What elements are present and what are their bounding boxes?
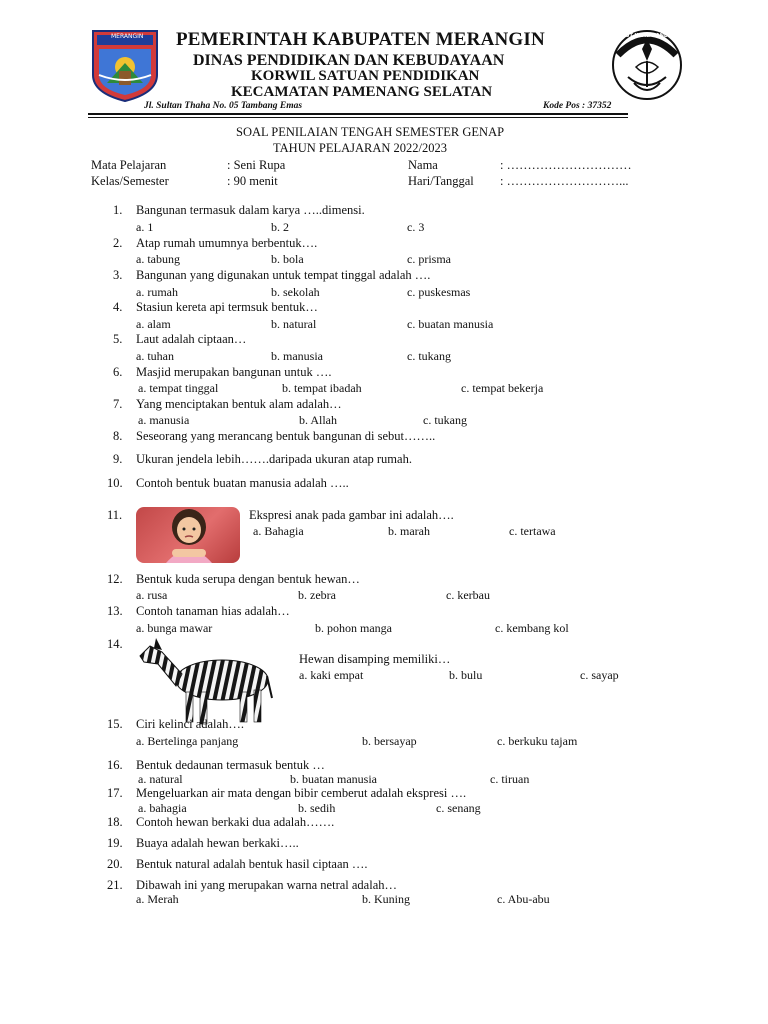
option-b: b. pohon manga (315, 621, 392, 635)
option-c: c. berkuku tajam (497, 734, 578, 748)
tut-wuri-handayani-text: TUT WURI HANDAYANI (622, 33, 685, 39)
option-a: a. tuhan (136, 349, 174, 363)
option-c: c. prisma (407, 252, 451, 266)
question-text: Ekspresi anak pada gambar ini adalah…. (249, 508, 454, 522)
question-number: 3. (113, 268, 123, 282)
option-c: c. senang (436, 801, 481, 815)
question-text: Stasiun kereta api termsuk bentuk… (136, 300, 318, 314)
option-b: b. 2 (271, 220, 289, 234)
question-text: Ciri kelinci adalah…. (136, 717, 244, 731)
option-b: b. marah (388, 524, 430, 538)
question-number: 6. (113, 365, 123, 379)
question-number: 7. (113, 397, 123, 411)
header-rule-thin (88, 117, 628, 118)
option-b: b. natural (271, 317, 317, 331)
option-b: b. tempat ibadah (282, 381, 362, 395)
option-a: a. rusa (136, 588, 168, 602)
question-text: Bentuk dedaunan termasuk bentuk … (136, 758, 325, 772)
name-label: Nama (408, 158, 438, 172)
option-a: a. bunga mawar (136, 621, 213, 635)
option-a: a. Bertelinga panjang (136, 734, 239, 748)
subject-label: Mata Pelajaran (91, 158, 167, 172)
question-text: Atap rumah umumnya berbentuk…. (136, 236, 318, 250)
question-number: 14. (107, 637, 123, 651)
option-b: b. sedih (298, 801, 336, 815)
question-number: 13. (107, 604, 123, 618)
question-text: Laut adalah ciptaan… (136, 332, 247, 346)
option-a: a. 1 (136, 220, 154, 234)
option-c: c. tempat bekerja (461, 381, 544, 395)
exam-year: TAHUN PELAJARAN 2022/2023 (273, 141, 447, 155)
question-number: 4. (113, 300, 123, 314)
date-value: : ………………………... (500, 174, 629, 188)
header-korwil: KORWIL SATUAN PENDIDIKAN (251, 68, 480, 84)
option-b: b. bersayap (362, 734, 417, 748)
class-label: Kelas/Semester (91, 174, 169, 188)
question-text: Bangunan yang digunakan untuk tempat tinggal adalah …. (136, 268, 431, 282)
option-b: b. zebra (298, 588, 336, 602)
option-a: a. manusia (138, 413, 190, 427)
header-government: PEMERINTAH KABUPATEN MERANGIN (176, 29, 545, 50)
option-a: a. alam (136, 317, 171, 331)
question-number: 8. (113, 429, 123, 443)
option-b: b. buatan manusia (290, 772, 377, 786)
question-text: Buaya adalah hewan berkaki….. (136, 836, 299, 850)
question-text: Contoh hewan berkaki dua adalah……. (136, 815, 335, 829)
exam-title: SOAL PENILAIAN TENGAH SEMESTER GENAP (236, 125, 505, 139)
class-value: : 90 menit (227, 174, 278, 188)
option-c: c. Abu-abu (497, 892, 550, 906)
merangin-logo (89, 27, 161, 103)
question-number: 12. (107, 572, 123, 586)
question-text: Ukuran jendela lebih…….daripada ukuran atap rumah. (136, 452, 412, 466)
option-b: b. Kuning (362, 892, 410, 906)
option-c: c. buatan manusia (407, 317, 494, 331)
option-a: a. tempat tinggal (138, 381, 219, 395)
option-b: b. bulu (449, 668, 483, 682)
question-number: 16. (107, 758, 123, 772)
subject-value: : Seni Rupa (227, 158, 286, 172)
option-a: a. natural (138, 772, 183, 786)
option-c: c. tiruan (490, 772, 530, 786)
option-a: a. tabung (136, 252, 180, 266)
option-c: c. puskesmas (407, 285, 471, 299)
question-number: 2. (113, 236, 123, 250)
question-number: 1. (113, 203, 123, 217)
header-department: DINAS PENDIDIKAN DAN KEBUDAYAAN (193, 52, 505, 69)
date-label: Hari/Tanggal (408, 174, 474, 188)
merangin-logo-text: MERANGIN (111, 33, 144, 40)
option-b: b. Allah (299, 413, 337, 427)
question-text: Bentuk natural adalah bentuk hasil ciptaan …. (136, 857, 368, 871)
option-c: c. 3 (407, 220, 425, 234)
option-c: c. sayap (580, 668, 619, 682)
question-text: Hewan disamping memiliki… (299, 652, 451, 666)
option-b: b. manusia (271, 349, 323, 363)
option-a: a. Bahagia (253, 524, 304, 538)
option-a: a. bahagia (138, 801, 187, 815)
option-a: a. Merah (136, 892, 179, 906)
question-text: Yang menciptakan bentuk alam adalah… (136, 397, 342, 411)
tut-wuri-handayani-logo (608, 27, 686, 103)
question-text: Contoh tanaman hias adalah… (136, 604, 290, 618)
header-rule-thick (88, 113, 628, 115)
question-number: 17. (107, 786, 123, 800)
question-text: Seseorang yang merancang bentuk bangunan di sebut…….. (136, 429, 436, 443)
header-address: Jl. Sultan Thaha No. 05 Tambang Emas (144, 101, 303, 111)
option-c: c. tukang (407, 349, 451, 363)
question-text: Mengeluarkan air mata dengan bibir cemberut adalah ekspresi …. (136, 786, 467, 800)
question-number: 19. (107, 836, 123, 850)
question-text: Dibawah ini yang merupakan warna netral adalah… (136, 878, 398, 892)
question-text: Bentuk kuda serupa dengan bentuk hewan… (136, 572, 360, 586)
option-c: c. tukang (423, 413, 467, 427)
question-number: 5. (113, 332, 123, 346)
name-value: : ………………………… (500, 158, 632, 172)
zebra-photo (136, 636, 274, 728)
option-c: c. tertawa (509, 524, 556, 538)
question-number: 21. (107, 878, 123, 892)
option-a: a. rumah (136, 285, 178, 299)
question-number: 10. (107, 476, 123, 490)
question-number: 11. (107, 508, 123, 522)
angry-girl-photo (136, 507, 240, 563)
option-b: b. bola (271, 252, 304, 266)
question-text: Bangunan termasuk dalam karya …..dimensi. (136, 203, 365, 217)
option-b: b. sekolah (271, 285, 320, 299)
option-c: c. kerbau (446, 588, 490, 602)
question-text: Masjid merupakan bangunan untuk …. (136, 365, 332, 379)
question-number: 9. (113, 452, 123, 466)
question-number: 18. (107, 815, 123, 829)
question-number: 15. (107, 717, 123, 731)
option-a: a. kaki empat (299, 668, 364, 682)
option-c: c. kembang kol (495, 621, 569, 635)
question-text: Contoh bentuk buatan manusia adalah ….. (136, 476, 349, 490)
header-district: KECAMATAN PAMENANG SELATAN (231, 84, 493, 100)
header-postcode: Kode Pos : 37352 (543, 101, 612, 111)
question-number: 20. (107, 857, 123, 871)
